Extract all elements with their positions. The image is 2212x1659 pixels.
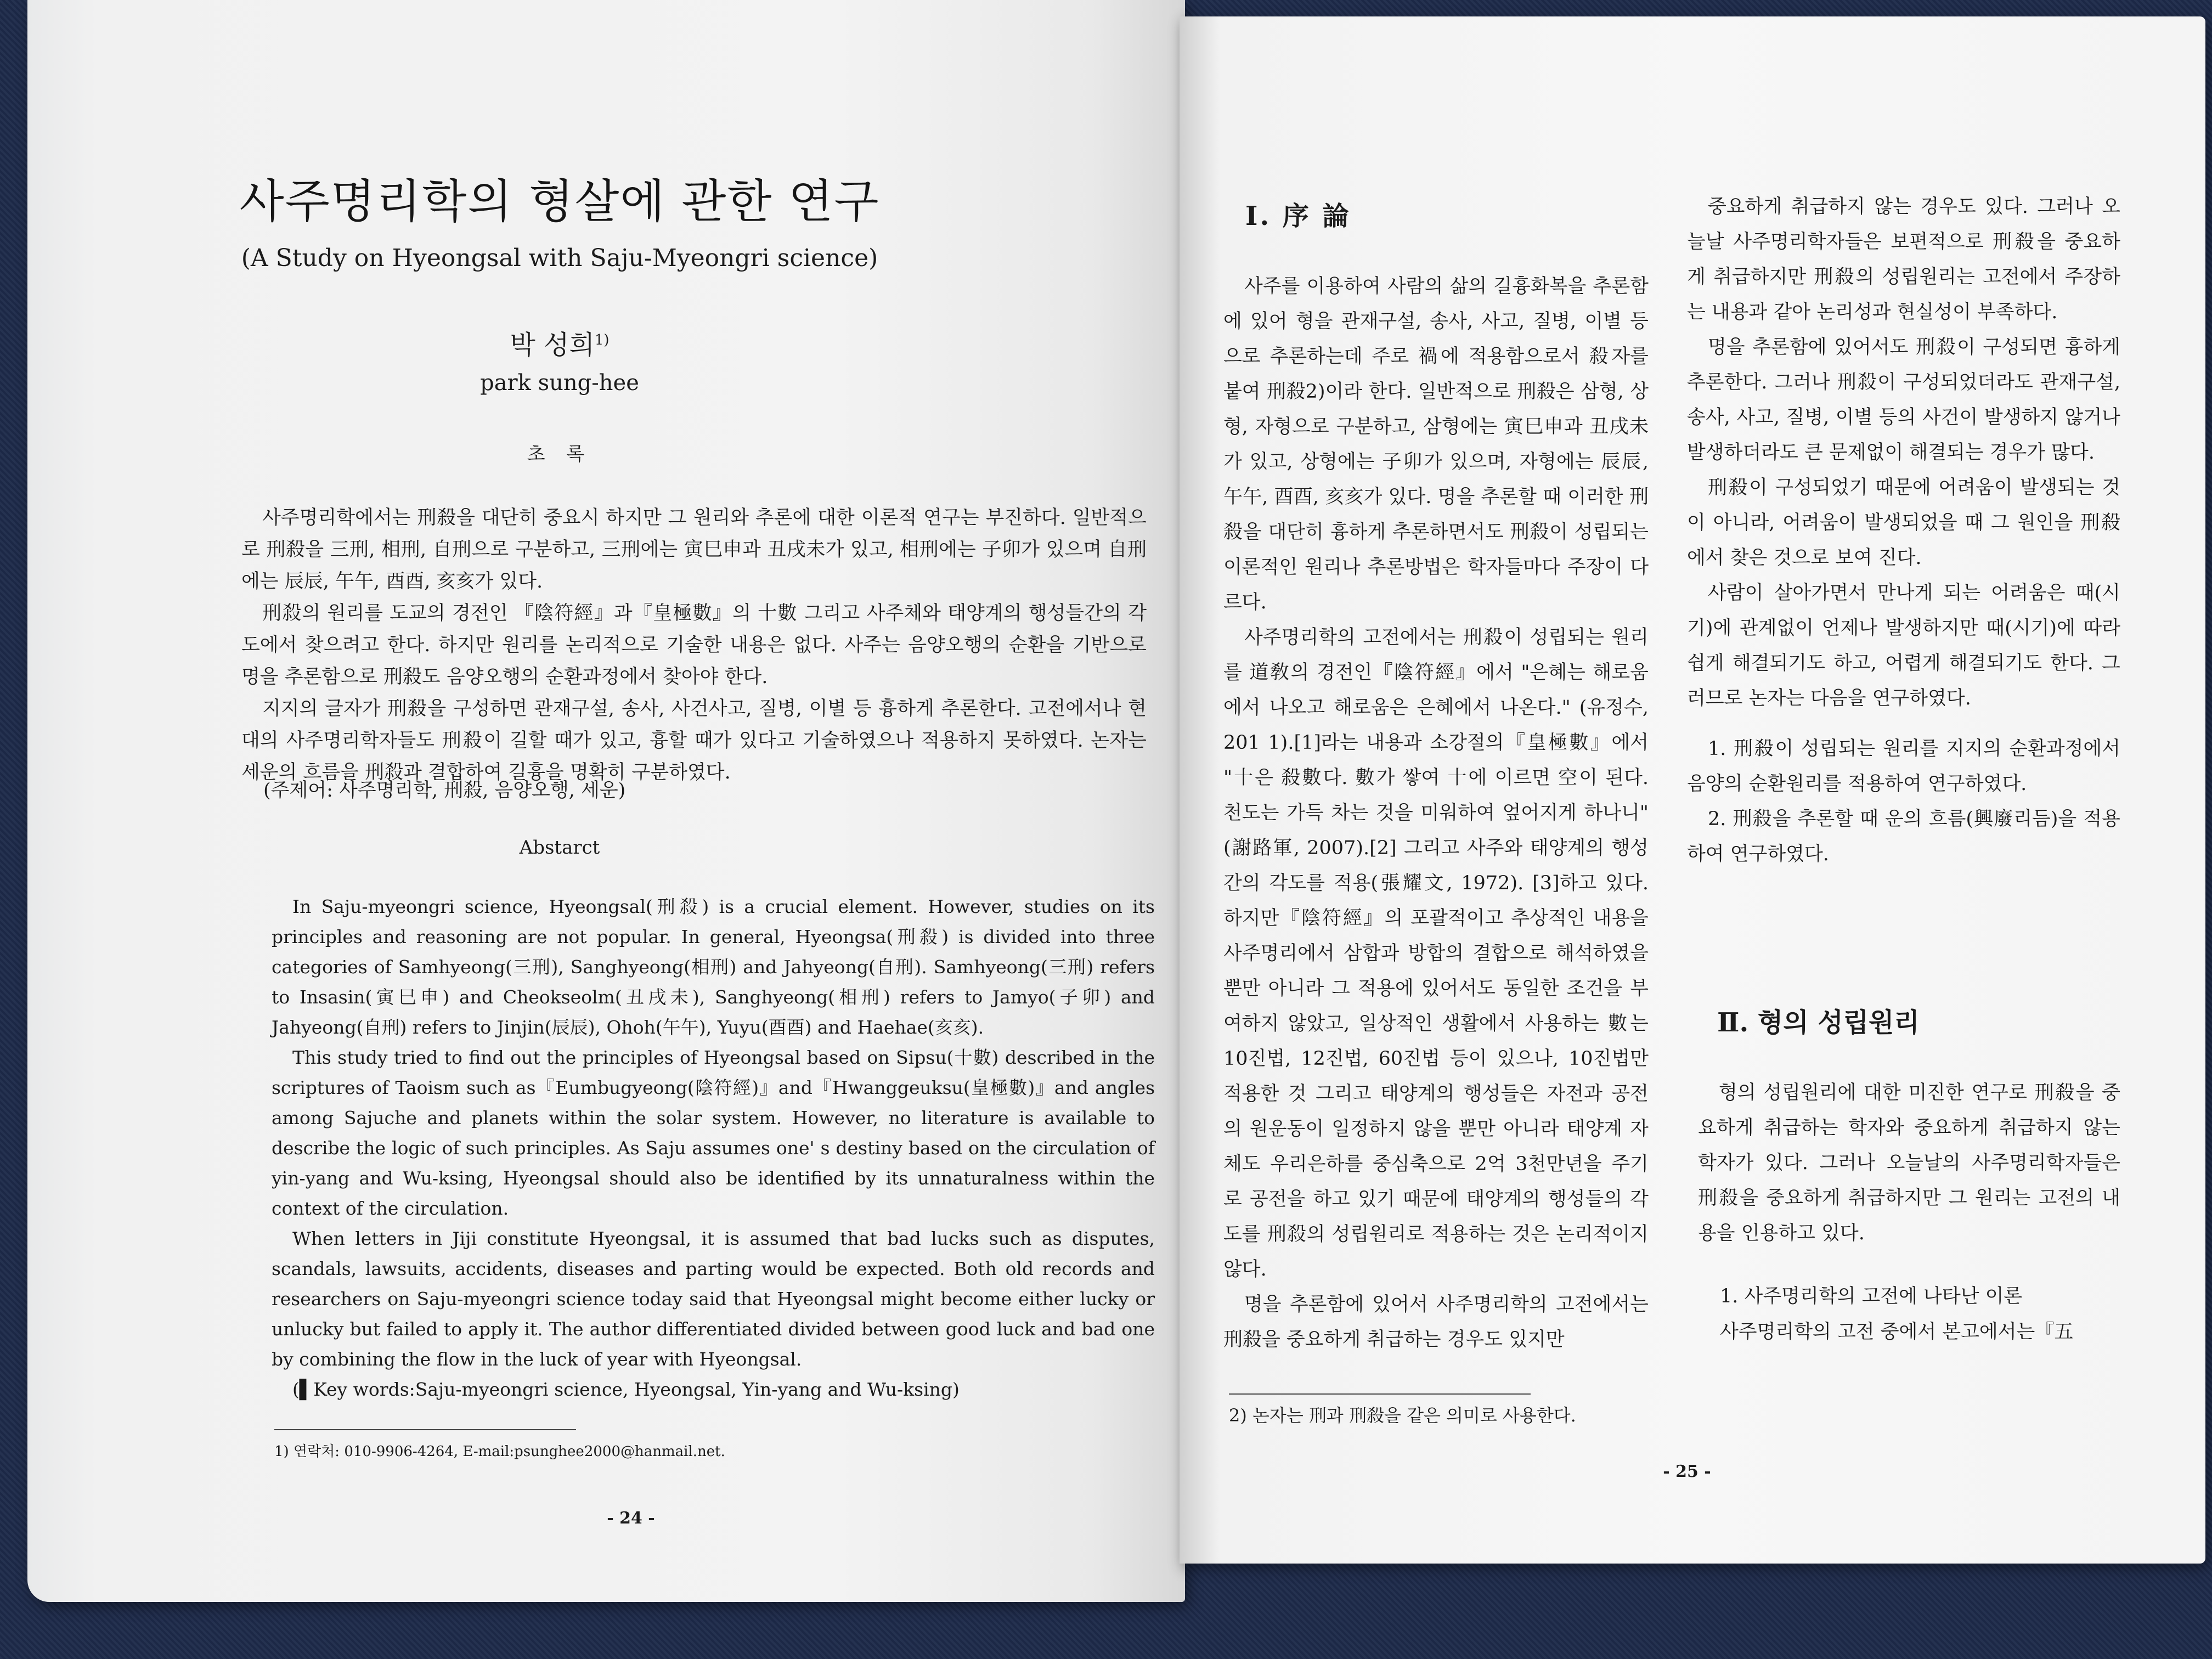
intro-paragraph: 사주를 이용하여 사람의 삶의 길흉화복을 추론함에 있어 형을 관재구설, 송사, 사고, 질병, 이별 등으로 추론하는데 주로 禍에 적용함으로서 殺자를 붙여 刑殺2)이라 한다. 일반적으로 刑殺은 삼형, 상형, 자형으로 구분하고, 삼형에는 寅巳申과 丑戌未가 있고, 상형에는 子卯가 있으며, 자형에는 辰辰, 午午, 酉酉, 亥亥가 있다. 명을 추론할 때 이러한 刑殺을 대단히 흉하게 추론하면서도 刑殺이 성립되는 이론적인 원리나 추론방법은 학자들마다 주장이 다르다. [1223,275,1649,613]
author-name-en: park sung-hee [480,370,639,396]
page-number-right: - 25 - [1663,1462,1711,1481]
intro-paragraph: 중요하게 취급하지 않는 경우도 있다. 그러나 오늘날 사주명리학자들은 보편적으로 刑殺을 중요하게 취급하지만 刑殺의 성립원리는 고전에서 주장하는 내용과 같아 논리성과 현실성이 부족하다. [1687,196,2120,323]
paper-title: 사주명리학의 형살에 관한 연구 [239,174,880,228]
numbered-item: 1. 刑殺이 성립되는 원리를 지지의 순환과정에서 음양의 순환원리를 적용하여 연구하였다. [1687,738,2120,795]
abstract-en-paragraph: In Saju-myeongri science, Hyeongsal(刑殺) is a crucial element. However, studies on its principles and reasoning are not popular. In general, Hyeongsa(刑殺) is divided into three categories of Samhyeong(三刑), Sanghyeong(相刑) and Jahyeong(自刑). Samhyeong(三刑) refers to Insasin(寅巳申) and Cheokseolm(丑戌未), Sanghyeong(相刑) refers to Jamyo(子卯) and Jahyeong(自刑) refers to Jinjin(辰辰), Ohoh(午午), Yuyu(酉酉) and Haehae(亥亥). [272,896,1155,1038]
abstract-ko-heading: 초 록 [527,443,592,465]
author-name-ko [110,324,1009,362]
abstract-en [272,891,1155,1404]
abstract-en-heading: Abstarct [519,837,600,859]
author-name: 박 성희 [510,330,595,360]
section2-body [1698,1075,2120,1251]
abstract-en-paragraph: This study tried to find out the principles of Hyeongsal based on Sipsu(十數) described in the scriptures of Taoism such as『Eumbugyeong(陰符經)』and『Hwanggeuksu(皇極數)』and angles among Sajuche and planets within the solar system. However, no literature is available to describe the logic of such principles. As Saju assumes one' s destiny based on the circulation of yin-yang and Wu-ksing, Hyeongsal should also be identified by its unnaturalness within the context of the circulation. [272,1047,1155,1219]
intro-paragraph: 사람이 살아가면서 만나게 되는 어려움은 때(시기)에 관계없이 언제나 발생하지만 때(시기)에 따라 쉽게 해결되기도 하고, 어렵게 해결되기도 한다. 그러므로 논자는 다음을 연구하였다. [1687,582,2120,709]
intro-paragraph: 刑殺이 구성되었기 때문에 어려움이 발생되는 것이 아니라, 어려움이 발생되었을 때 그 원인을 刑殺에서 찾은 것으로 보여 진다. [1687,477,2120,569]
page-number-left: - 24 - [607,1509,655,1528]
right-column-2 [1687,189,2120,872]
section-heading-principle: Ⅱ. 형의 성립원리 [1717,1007,1920,1038]
keywords-ko: (주제어: 사주명리학, 刑殺, 음양오행, 세운) [263,780,626,802]
subsection-body: 사주명리학의 고전 중에서 본고에서는『五 [1720,1321,2074,1343]
paper-subtitle: (A Study on Hyeongsal with Saju-Myeongri science) [241,244,878,272]
author-footnote-mark: 1) [594,332,610,348]
abstract-en-paragraph: When letters in Jiji constitute Hyeongsal, it is assumed that bad lucks such as disputes, scandals, lawsuits, accidents, diseases and parting would be expected. Both old records and researchers on Saju-myeongri science today said that Hyeongsal might become either lucky or unlucky but failed to apply it. The author differentiated divided between good luck and bad one by combining the flow in the luck of year with Hyeongsal. [272,1228,1155,1370]
subsection-heading: 1. 사주명리학의 고전에 나타난 이론 [1720,1285,2023,1307]
intro-paragraph: 명을 추론함에 있어서도 刑殺이 구성되면 흉하게 추론한다. 그러나 刑殺이 구성되었더라도 관재구설, 송사, 사고, 질병, 이별 등의 사건이 발생하지 않거나 발생하더라도 큰 문제없이 해결되는 경우가 많다. [1687,336,2120,464]
right-column-1 [1223,269,1649,1357]
author-footnote: 1) 연락처: 010-9906-4264, E-mail:psunghee2000@hanmail.net. [274,1443,725,1460]
section2-paragraph: 형의 성립원리에 대한 미진한 연구로 刑殺을 중요하게 취급하는 학자와 중요하게 취급하지 않는 학자가 있다. 그러나 오늘날의 사주명리학자들은 刑殺을 중요하게 취급하지만 그 원리는 고전의 내용을 인용하고 있다. [1698,1082,2120,1244]
footnote-divider [1229,1393,1531,1395]
abstract-ko-paragraph: 지지의 글자가 刑殺을 구성하면 관재구설, 송사, 사건사고, 질병, 이별 등 흉하게 추론한다. 고전에서나 현대의 사주명리학자들도 刑殺이 길할 때가 있고, 흉할 때가 있다고 기술하였으나 적용하지 못하였다. 논자는 세운의 흐름을 刑殺과 결합하여 길흉을 명확히 구분하였다. [241,698,1147,783]
intro-paragraph: 사주명리학의 고전에서는 刑殺이 성립되는 원리를 道敎의 경전인『陰符經』에서 "은혜는 해로움에서 나오고 해로움은 은혜에서 나온다." (유정수, 201 1).[1]라는 내용과 소강절의『皇極數』에서 "十은 殺數다. 數가 쌓여 十에 이르면 空이 된다. 천도는 가득 차는 것을 미워하여 엎어지게 하나니" (謝路軍, 2007).[2] 그리고 사주와 태양계의 행성간의 각도를 적용(張耀文, 1972). [3]하고 있다. 하지만『陰符經』의 포괄적이고 추상적인 내용을 사주명리에서 삼합과 방합의 결합으로 해석하였을 뿐만 아니라 그 적용에 있어서도 동일한 조건을 부여하지 않았고, 일상적인 생활에서 사용하는 數는 10진법, 12진법, 60진법 등이 있으나, 10진법만 적용한 것 그리고 태양계의 행성들은 자전과 공전의 원운동이 일정하지 않을 뿐만 아니라 태양계 자체도 우리은하를 중심축으로 2억 3천만년을 주기로 공전을 하고 있기 때문에 태양계의 행성들의 각도를 刑殺의 성립원리로 적용하는 것은 논리적이지 않다. [1223,627,1649,1280]
abstract-ko-paragraph: 刑殺의 원리를 도교의 경전인 『陰符經』과『皇極數』의 十數 그리고 사주체와 태양계의 행성들간의 각도에서 찾으려고 한다. 하지만 원리를 논리적으로 기술한 내용은 없다. 사주는 음양오행의 순환을 기반으로 명을 추론함으로 刑殺도 음양오행의 순환과정에서 찾아야 한다. [241,602,1147,688]
section-heading-introduction: Ⅰ. 序 論 [1245,201,1351,232]
abstract-ko [241,502,1147,788]
intro-paragraph: 명을 추론함에 있어서 사주명리학의 고전에서는 刑殺을 중요하게 취급하는 경우도 있지만 [1223,1294,1649,1351]
numbered-item: 2. 刑殺을 추론할 때 운의 흐름(興廢리듬)을 적용하여 연구하였다. [1687,808,2120,865]
abstract-ko-paragraph: 사주명리학에서는 刑殺을 대단히 중요시 하지만 그 원리와 추론에 대한 이론적 연구는 부진하다. 일반적으로 刑殺을 三刑, 相刑, 自刑으로 구분하고, 三刑에는 寅巳申과 丑戌未가 있고, 相刑에는 子卯가 있으며 自刑에는 辰辰, 午午, 酉酉, 亥亥가 있다. [241,507,1147,592]
footnote-divider [274,1429,576,1430]
footnote-2: 2) 논자는 刑과 刑殺을 같은 의미로 사용한다. [1229,1405,1576,1426]
keywords-en: (▌Key words:Saju-myeongri science, Hyeongsal, Yin-yang and Wu-ksing) [292,1379,960,1400]
